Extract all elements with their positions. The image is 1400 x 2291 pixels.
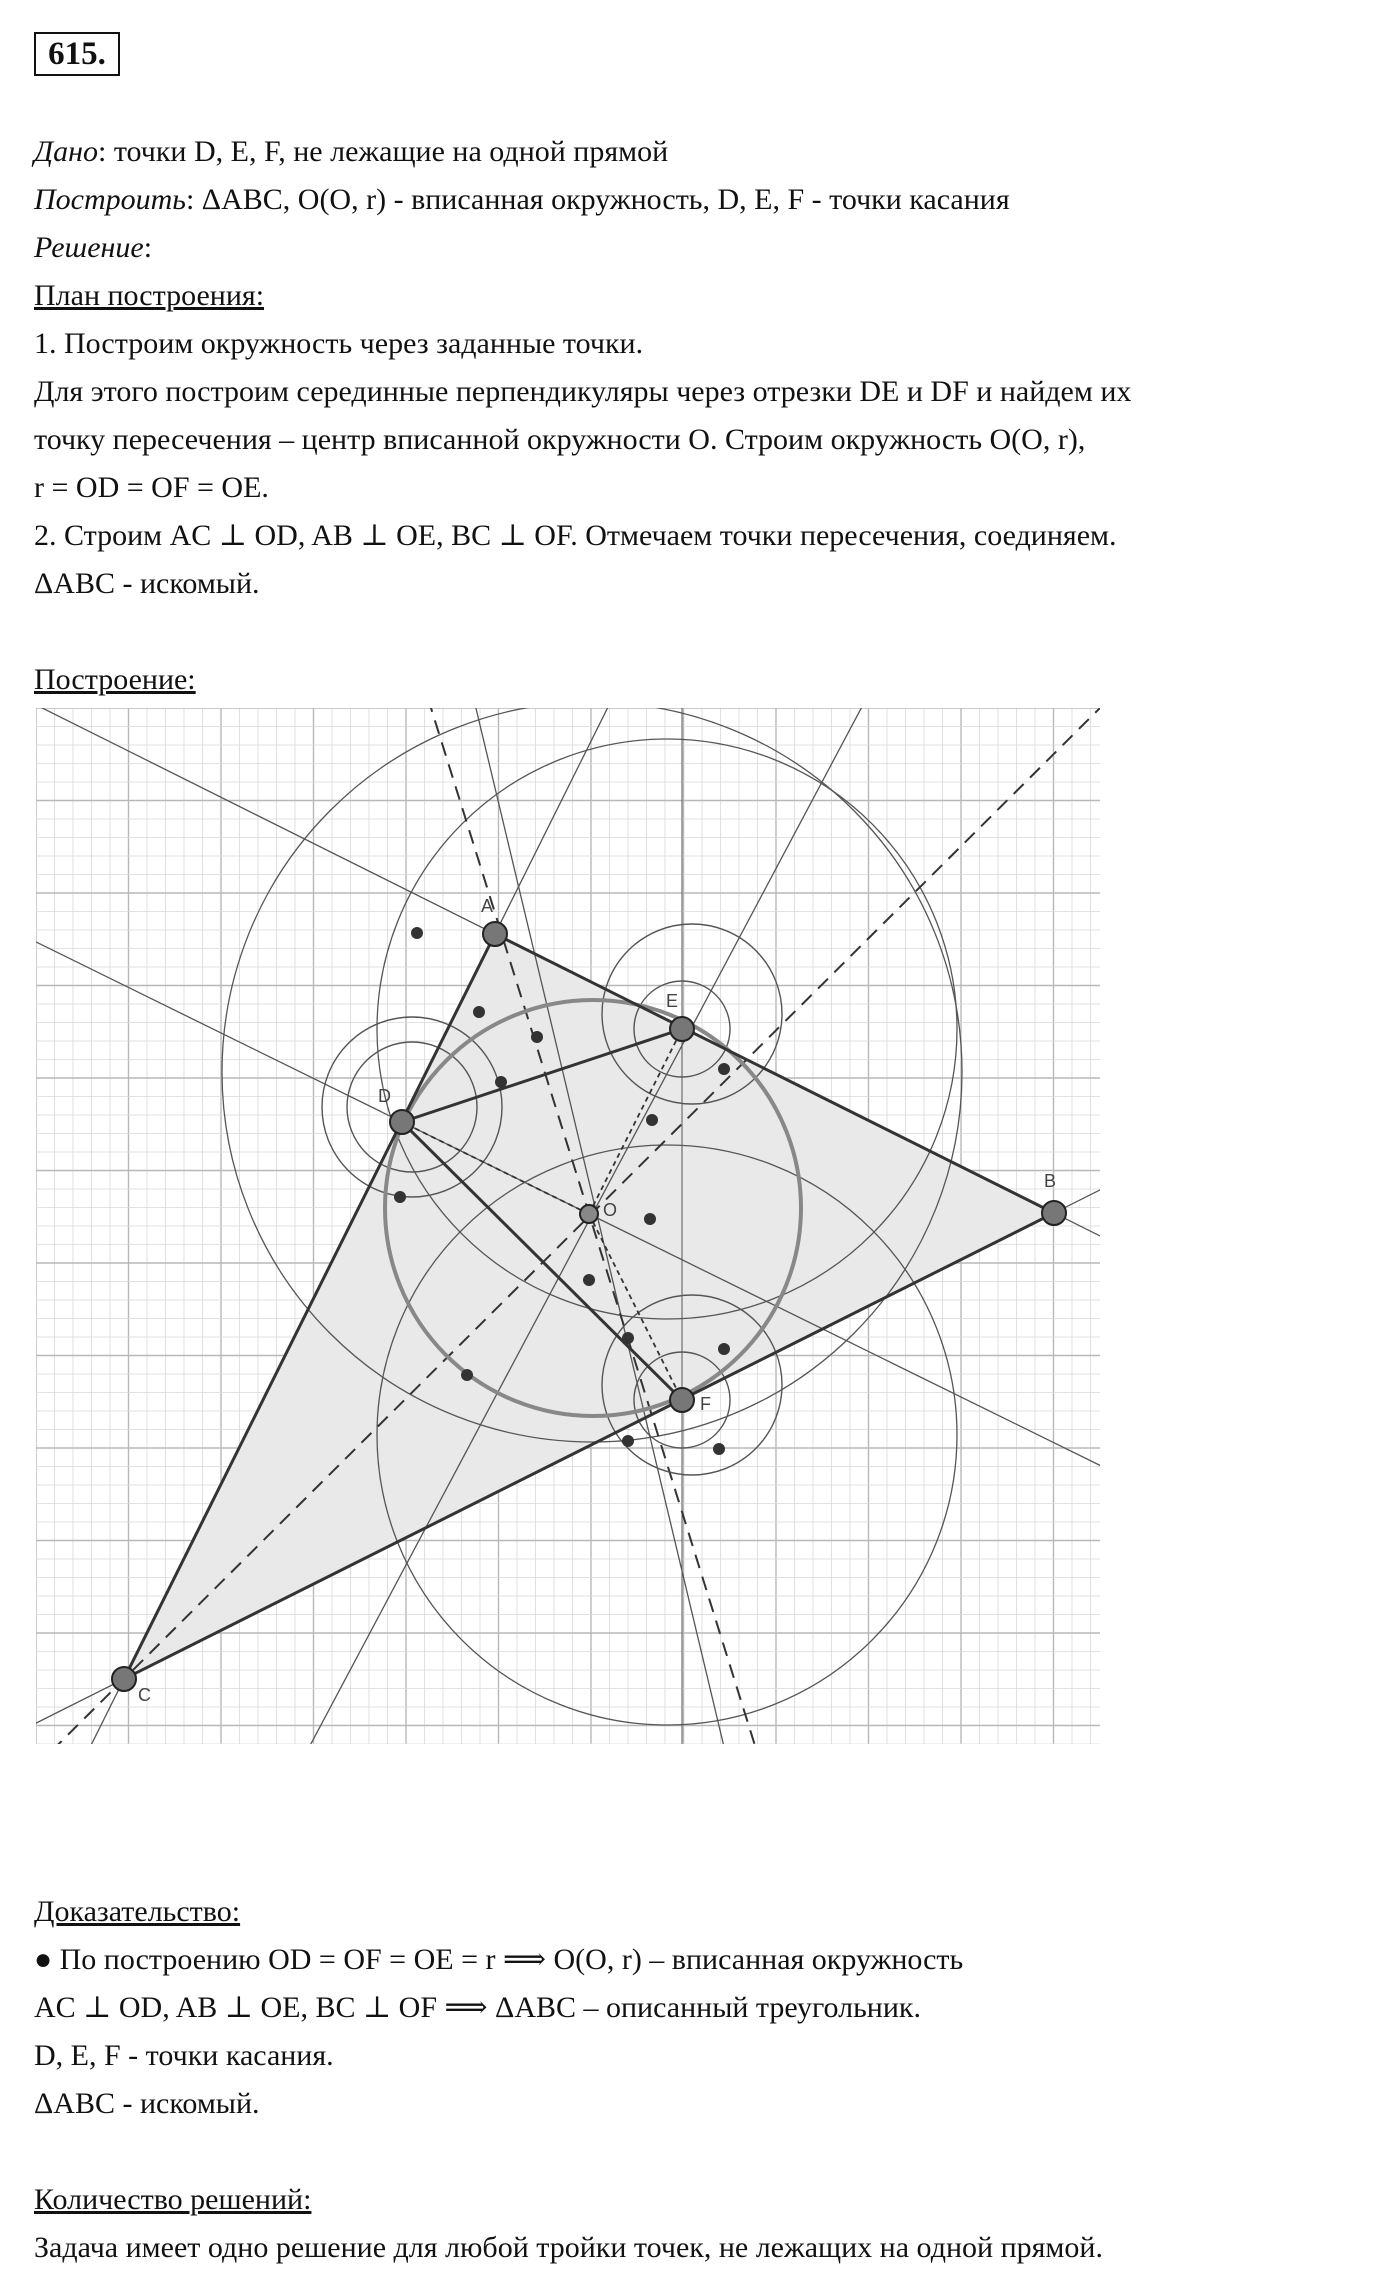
point-o [580,1205,598,1223]
solution-line [34,224,1374,272]
plan-line-4: r = OD = OF = OE. [34,471,269,504]
proof-section [34,1888,1374,2128]
label-f: F [700,1394,711,1414]
proof-line-3: D, E, F - точки касания. [34,2039,334,2072]
intersection-dot [622,1435,634,1447]
intersection-dot [411,927,423,939]
label-b: B [1044,1171,1057,1191]
plan-line-1: 1. Построим окружность через заданные точки. [34,327,644,360]
intersection-dot [531,1031,543,1043]
point-e [670,1017,694,1041]
point-d [390,1110,414,1134]
plan-line-6: ΔABC - искомый. [34,567,260,600]
solution-label: Решение [34,231,144,264]
label-e: E [666,991,679,1011]
given-label: Дано [34,135,98,168]
intersection-dot [495,1076,507,1088]
intersection-dot [718,1343,730,1355]
label-o: O [603,1200,618,1220]
given-section [34,128,1374,608]
intersection-dot [394,1191,406,1203]
construct-text: : ΔABC, O(O, r) - вписанная окружность, D, E, F - точки касания [185,183,1010,216]
proof-heading: Доказательство: [34,1895,241,1928]
count-heading: Количество решений: [34,2183,312,2216]
given-line [34,128,1374,176]
intersection-dot [646,1114,658,1126]
construction-figure [36,708,1100,1744]
intersection-dot [473,1006,485,1018]
intersection-dot [583,1274,595,1286]
intersection-dot [461,1369,473,1381]
construction-heading: Построение: [34,663,196,696]
construct-line [34,176,1374,224]
solution-colon: : [143,231,153,264]
count-section [34,2176,1374,2272]
intersection-dot [718,1063,730,1075]
label-c: C [138,1685,151,1705]
construct-label: Построить [34,183,186,216]
count-text: Задача имеет одно решение для любой тройки точек, не лежащих на одной прямой. [34,2231,1103,2264]
proof-line-2: AC ⊥ OD, AB ⊥ OE, BC ⊥ OF ⟹ ΔABC – описанный треугольник. [34,1991,921,2024]
point-b [1042,1201,1066,1225]
point-a [483,922,507,946]
plan-line-3: точку пересечения – центр вписанной окружности O. Строим окружность O(O, r), [34,423,1086,456]
label-d: D [378,1086,391,1106]
label-a: A [481,896,494,916]
plan-heading: План построения: [34,279,265,312]
proof-line-1: ● По построению OD = OF = OE = r ⟹ O(O, r) – вписанная окружность [34,1943,964,1976]
plan-line-2: Для этого построим серединные перпендикуляры через отрезки DE и DF и найдем их [34,375,1132,408]
point-f [670,1388,694,1412]
problem-number: 615. [34,32,120,76]
point-c [112,1667,136,1691]
intersection-dot [644,1213,656,1225]
proof-line-4: ΔABC - искомый. [34,2087,260,2120]
intersection-dot [622,1332,634,1344]
given-text: : точки D, E, F, не лежащие на одной прямой [97,135,669,168]
figure-canvas [36,708,1100,1744]
intersection-dot [713,1443,725,1455]
plan-line-5: 2. Строим AC ⊥ OD, AB ⊥ OE, BC ⊥ OF. Отмечаем точки пересечения, соединяем. [34,519,1117,552]
